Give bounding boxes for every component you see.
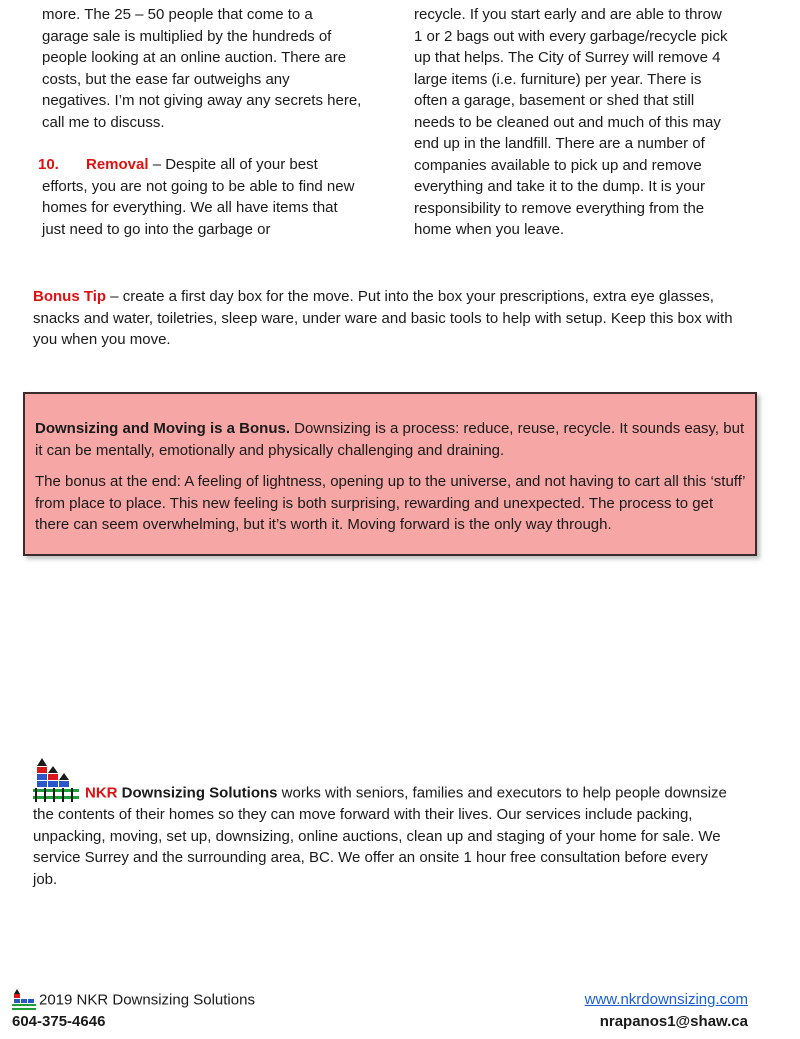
- company-name: Downsizing Solutions: [117, 784, 278, 802]
- company-name-nkr: NKR: [85, 784, 118, 802]
- right-column: [414, 4, 734, 241]
- footer-copyright: 2019 NKR Downsizing Solutions: [39, 991, 255, 1009]
- callout-paragraph-2: The bonus at the end: A feeling of lightness, opening up to the universe, and not having to cart all this ‘stuff’ from place to place. This new feeling is both surprising, rewarding and unexpected. The process to get there can seem overwhelming, but it’s worth it. Moving forward is the only way through.: [35, 473, 745, 533]
- website-link[interactable]: www.nkrdownsizing.com: [584, 991, 748, 1008]
- bonus-tip-text: – create a first day box for the move. Put into the box your prescriptions, extra eye glasses, snacks and water, toiletries, sleep ware, under ware and basic tools to help with setup. Keep this box with you when you move.: [33, 288, 733, 348]
- item-10-number: 10.: [38, 156, 59, 173]
- company-blurb: [33, 758, 733, 890]
- footer-right: [585, 989, 748, 1032]
- bonus-tip: [33, 286, 733, 351]
- footer-phone: 604-375-4646: [12, 1013, 106, 1030]
- footer-left: [12, 989, 255, 1033]
- item-10-title: Removal: [86, 156, 149, 173]
- bonus-tip-label: Bonus Tip: [33, 288, 107, 305]
- right-column-paragraph: recycle. If you start early and are able to throw 1 or 2 bags out with every garbage/recycle pick up that helps. The City of Surrey will remove 4 large items (i.e. furniture) per year. There is often a garage, basement or shed that still needs to be cleaned out and much of this may end up in the landfill. There are a number of companies available to pick up and remove everything and take it to the dump. It is your responsibility to remove everything from the home when you leave.: [414, 6, 728, 238]
- item-10-text: – Despite all of your best efforts, you are not going to be able to find new homes for everything. We all have items that just need to go into the garbage or: [42, 156, 355, 238]
- company-description: works with seniors, families and executors to help people downsize the contents of their homes so they can move forward with their lives. Our services include packing, unpacking, moving, set up, downsizing, online auctions, clean up and staging of your home for sale. We service Surrey and the surrounding area, BC. We offer an onsite 1 hour free consultation before every job.: [33, 784, 727, 888]
- footer-email: nrapanos1@shaw.ca: [599, 1012, 748, 1030]
- left-column: [38, 4, 362, 240]
- item-10: [38, 154, 362, 240]
- company-logo-icon: [33, 758, 79, 804]
- callout-box: [23, 392, 757, 556]
- left-column-paragraph: more. The 25 – 50 people that come to a garage sale is multiplied by the hundreds of people looking at an online auction. There are costs, but the ease far outweighs any negatives. I’m not giving away any secrets here, call me to discuss.: [42, 6, 362, 131]
- footer-logo-icon: [12, 989, 36, 1011]
- callout-heading: Downsizing and Moving is a Bonus.: [35, 420, 291, 437]
- callout-paragraph-1: [35, 418, 745, 461]
- callout-text-1: Downsizing is a process: reduce, reuse, recycle. It sounds easy, but it can be mentally, emotionally and physically challenging and draining.: [35, 420, 745, 459]
